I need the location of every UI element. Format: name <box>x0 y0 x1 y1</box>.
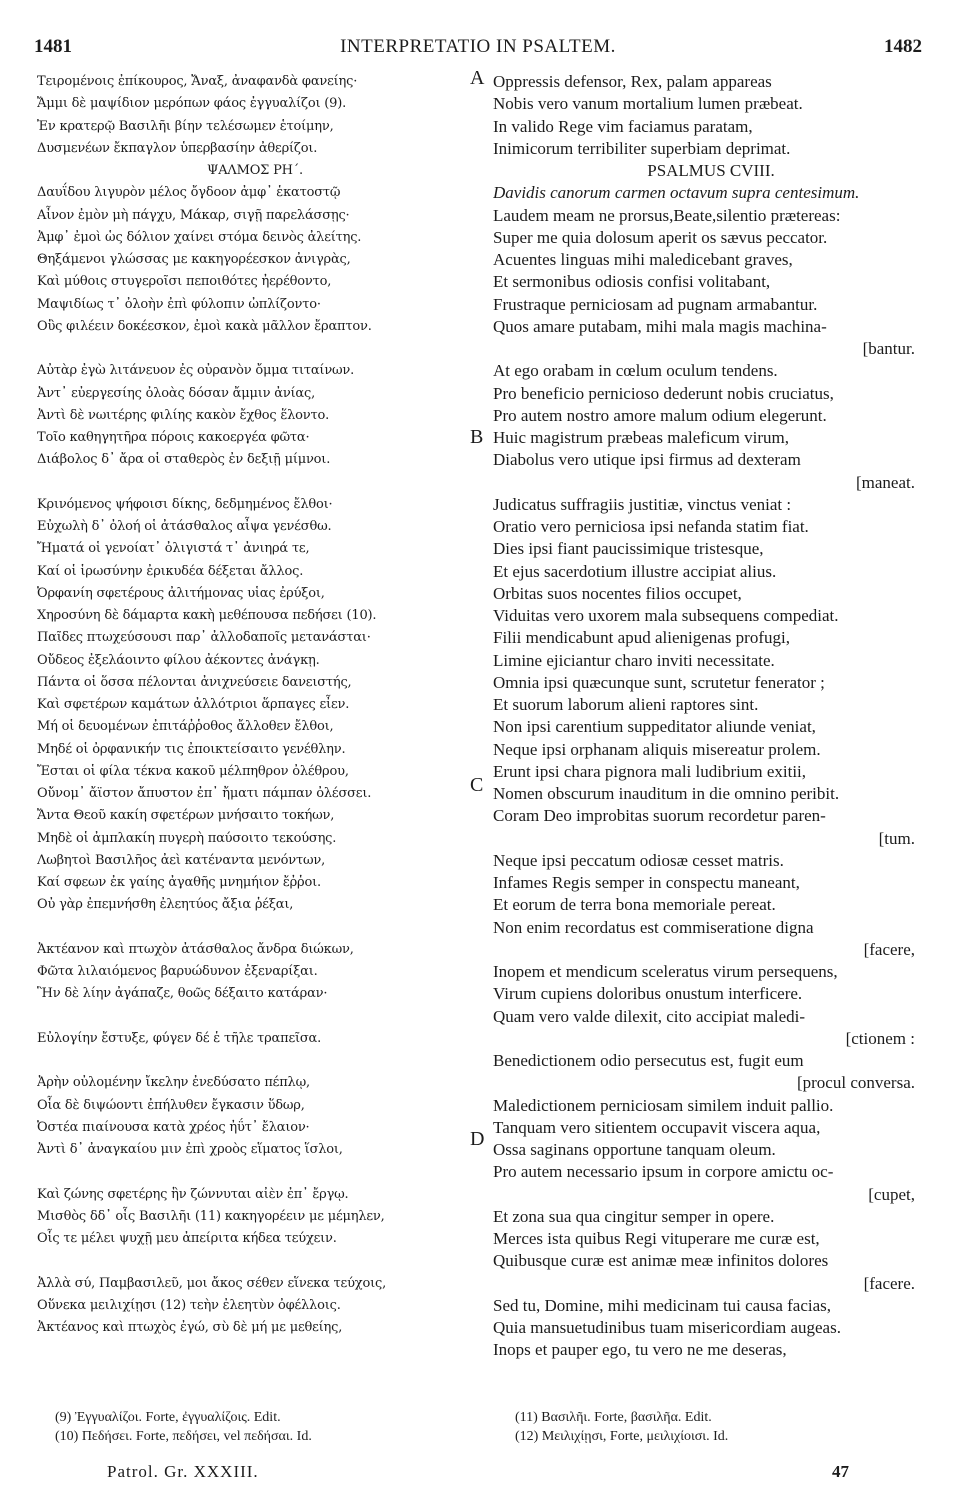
greek-verse-line: Μηδὲ οἱ ἀμπλακίη πυγερὴ παύσοιτο τεκούσης. <box>37 830 337 846</box>
greek-verse-line: Δαυΐδου λιγυρὸν μέλος ὄγδοον ἀμφ᾽ ἑκατοστῷ <box>37 185 341 201</box>
greek-verse-line: Ἤματά οἱ γενοίατ᾽ ὀλιγιστά τ᾽ ἀνιηρά τε, <box>37 541 310 557</box>
greek-column <box>37 71 473 1339</box>
latin-verse-line: Dies ipsi fiant paucissimique tristesque, <box>493 539 764 559</box>
latin-verse-line: [facere, <box>863 939 915 959</box>
latin-verse-line: Limine ejiciantur charo inviti necessitate. <box>493 650 775 670</box>
latin-verse-line: Non enim recordatus est commiseratione digna <box>493 917 814 937</box>
latin-verse-line: Filii mendicabunt apud alienigenas profugi, <box>493 628 790 648</box>
latin-verse-line: [tum. <box>878 828 915 848</box>
greek-verse-line: Μή οἱ δευομένων ἐπιτάῤῥοθος ἄλλοθεν ἔλθοι, <box>37 719 334 735</box>
latin-verse-line: Et ejus sacerdotium illustre accipiat alius. <box>493 561 777 581</box>
margin-marker-b: B <box>470 426 484 448</box>
latin-verse-line: Quia mansuetudinibus tuam misericordiam augeas. <box>493 1318 841 1337</box>
greek-verse-line: Τοῖο καθηγητῆρα πόροις κακοεργέα φῶτα· <box>37 430 310 445</box>
greek-verse-line: Ἀλλὰ σύ, Παμβασιλεῦ, μοι ἄκος σέθεν εἵνεκα τεύχοις, <box>37 1275 386 1291</box>
greek-verse-line: Καὶ σφετέρων καμάτων ἀλλότριοι ἅρπαγες εἶεν. <box>37 697 350 712</box>
greek-verse-line: Οὔνομ᾽ ἄϊστον ἄπυστον ἐπ᾽ ἤματι πάμπαν ὀλέσσει. <box>37 786 372 801</box>
latin-verse-line: Nobis vero vanum mortalium lumen præbeat. <box>493 94 803 114</box>
greek-verse-line: Ἄμμι δὲ μαψίδιον μερόπων φάος ἐγγυαλίζοι (9). <box>37 96 347 112</box>
greek-verse-line: Ἀρὴν οὐλομένην ἴκελην ἐνεδύσατο πέπλῳ, <box>37 1075 310 1091</box>
latin-verse-line: Pro autem necessario ipsum in corpore amictu oc- <box>493 1162 834 1182</box>
greek-verse-line: Οἷα δὲ διψώοντι ἐπήλυθεν ἔγκασιν ὕδωρ, <box>37 1097 305 1113</box>
latin-verse-line: Maledictionem perniciosam similem induit pallio. <box>493 1095 834 1115</box>
latin-verse-line: Pro autem nostro amore malum odium elegerunt. <box>493 405 827 425</box>
greek-verse-line: Ὀστέα πιαίνουσα κατὰ χρέος ἠΰτ᾽ ἔλαιον· <box>37 1119 310 1135</box>
greek-verse-line: Παῖδες πτωχεύσουσι παρ᾽ ἀλλοδαποῖς μετανάσται· <box>37 630 371 646</box>
greek-verse-line: Φῶτα λιλαιόμενος βαρυώδυνον ἐξεναρίξαι. <box>37 964 318 979</box>
latin-verse-line: Merces ista quibus Regi vituperare me curæ est, <box>493 1229 820 1248</box>
latin-verse-line: Orbitas suos nocentes filios occupet, <box>493 583 742 603</box>
latin-verse-line: Nomen obscurum inauditum in die omnino peribit. <box>493 784 840 803</box>
latin-verse-line: Virum cupiens doloribus onustum interficere. <box>493 984 803 1004</box>
latin-verse-line: Et eorum de terra bona memoriale pereat. <box>493 895 776 915</box>
latin-verse-line: In valido Rege vim faciamus paratam, <box>493 116 753 136</box>
latin-verse-line: Huic magistrum præbeas maleficum virum, <box>493 428 790 447</box>
latin-verse-line: Frustraque perniciosam ad pugnam armabantur. <box>493 294 818 314</box>
footnotes-right <box>515 1408 728 1446</box>
latin-verse-line: Non ipsi carentium suppeditator aliunde veniat, <box>493 717 816 737</box>
footnote: (9) Ἐγγυαλίζοι. Forte, ἐγγυαλίζοις. Edit. <box>55 1410 281 1425</box>
latin-verse-line: Tanquam vero sitientem occupavit viscera aqua, <box>493 1117 821 1137</box>
latin-verse-line: Inimicorum terribiliter superbiam deprimat. <box>493 138 791 158</box>
greek-verse-line: Τειρομένοις ἐπίκουρος, Ἄναξ, ἀναφανδὰ φανείης· <box>37 74 358 89</box>
greek-verse-line: Ἔσται οἱ φίλα τέκνα κακοῦ μέλπηθρον ὀλέθρου, <box>37 763 349 779</box>
latin-verse-line: PSALMUS CVIII. <box>647 161 775 180</box>
latin-verse-line: Acuentes linguas mihi maledicebant graves, <box>493 250 793 269</box>
page-number-right: 1482 <box>884 36 922 57</box>
latin-verse-line: Neque ipsi peccatum odiosæ cesset matris. <box>493 850 784 870</box>
latin-verse-line: Benedictionem odio persecutus est, fugit eum <box>493 1051 804 1070</box>
greek-verse-line: Εὐχωλὴ δ᾽ ὀλοή οἱ ἀτάσθαλος αἶψα γενέσθω. <box>37 519 332 534</box>
greek-verse-line: Καί σφεων ἐκ γαίης ἀγαθῆς μνημήιον ἔῤῥοι. <box>37 875 321 890</box>
latin-verse-line: Oppressis defensor, Rex, palam appareas <box>493 72 772 91</box>
latin-verse-line: [facere. <box>863 1273 915 1293</box>
latin-verse-line: Neque ipsi orphanam aliquis misereatur prolem. <box>493 739 821 759</box>
greek-verse-line: Χηροσύνη δὲ δάμαρτα κακὴ μεθέπουσα πεδήσει (10). <box>37 608 377 623</box>
footer-signature: 47 <box>832 1462 849 1481</box>
blank-line <box>37 472 473 494</box>
latin-verse-line: Quos amare putabam, mihi mala magis machina- <box>493 316 827 336</box>
greek-verse-line: Αἶνον ἐμὸν μὴ πάγχυ, Μάκαρ, σιγῇ παρελάσσῃς· <box>37 207 350 223</box>
latin-verse-line: [bantur. <box>862 339 915 358</box>
greek-verse-line: Διάβολος δ᾽ ἄρα οἱ σταθερὸς ἐν δεξιῇ μίμνοι. <box>37 452 331 468</box>
latin-verse-line: Infames Regis semper in conspectu maneant, <box>493 873 800 892</box>
greek-verse-line: Μηδέ οἱ ὀρφανικήν τις ἐποικτείσαιτο γενέθλην. <box>37 741 346 757</box>
running-header <box>34 36 922 62</box>
greek-verse-line: Οὐ γὰρ ἐπεμνήσθη ἐλεητύος ἄξια ῥέξαι, <box>37 897 294 913</box>
greek-verse-line: Ἣν δὲ λίην ἀγάπαζε, θοῶς δέξαιτο κατάραν· <box>37 986 328 1002</box>
margin-marker-c: C <box>470 774 484 796</box>
latin-verse-line: Davidis canorum carmen octavum supra centesimum. <box>493 183 860 203</box>
latin-verse-line: Super me quia dolosum aperit os sævus peccator. <box>493 227 828 247</box>
blank-line <box>37 1250 473 1272</box>
footnote: (10) Πεδήσει. Forte, πεδήσει, vel πεδήσαι. Id. <box>55 1429 312 1444</box>
greek-verse-line: Μαψιδίως τ᾽ ὀλοὴν ἐπὶ φύλοπιν ὠπλίζοντο· <box>37 296 321 312</box>
greek-verse-line: Ἄντα Θεοῦ κακίη σφετέρων μνήσαιτο τοκήων, <box>37 808 335 824</box>
greek-verse-line: Ἀμφ᾽ ἐμοὶ ὡς δόλιον χαίνει στόμα δεινὸς ἀλείτης. <box>37 229 362 245</box>
latin-column <box>493 71 929 1362</box>
footnote: (12) Μειλιχίῃσι, Forte, μειλιχίοισι. Id. <box>515 1429 729 1444</box>
margin-marker-d: D <box>470 1128 485 1150</box>
greek-verse-line: Ἀκτέανον καὶ πτωχὸν ἀτάσθαλος ἄνδρα διώκων, <box>37 941 354 957</box>
greek-verse-line: ΨΑΛΜΟΣ ΡΗ΄. <box>207 163 303 178</box>
latin-verse-line: Inopem et mendicum sceleratus virum persequens, <box>493 962 838 981</box>
greek-verse-line: Δυσμενέων ἔκπαγλον ὑπερβασίην ἀθερίζοι. <box>37 140 318 156</box>
greek-verse-line: Ἀντὶ δὲ νωιτέρης φιλίης κακὸν ἔχθος ἕλοντο. <box>37 407 330 423</box>
greek-verse-line: Μισθὸς δδ᾽ οἷς Βασιλῆι (11) κακηγορέειν με μέμηλεν, <box>37 1208 385 1224</box>
greek-verse-line: Ἀντ᾽ εὐεργεσίης ὀλοὰς δόσαν ἄμμιν ἀνίας, <box>37 385 316 401</box>
blank-line <box>37 1161 473 1183</box>
page-title: INTERPRETATIO IN PSALTEM. <box>340 36 616 57</box>
greek-verse-line: Οὓς φιλέειν δοκέεσκον, ἐμοὶ κακὰ μᾶλλον ἔραπτον. <box>37 318 372 334</box>
greek-verse-line: Εὐλογίην ἔστυξε, φύγεν δέ ἑ τῆλε τραπεῖσα. <box>37 1030 322 1046</box>
greek-verse-line: Πάντα οἱ ὅσσα πέλονται ἀνιχνεύσειε δανειστής, <box>37 674 352 690</box>
latin-verse-line: [cupet, <box>868 1184 915 1204</box>
greek-verse-line: Οὕνεκα μειλιχίῃσι (12) τεὴν ἐλεητὺν ὀφέλλοις. <box>37 1297 341 1313</box>
latin-verse-line: Pro beneficio pernicioso dederunt nobis cruciatus, <box>493 383 834 403</box>
greek-verse-line: Ὀρφανίη σφετέρους ἀλιτήμονας υἱας ἐρύξοι, <box>37 585 325 601</box>
latin-verse-line: Ossa saginans opportune tanquam oleum. <box>493 1140 776 1159</box>
greek-verse-line: Ἀκτέανος καὶ πτωχὸς ἐγώ, σὺ δὲ μή με μεθείης, <box>37 1320 343 1335</box>
latin-verse-line: Diabolus vero utique ipsi firmus ad dexteram <box>493 450 801 470</box>
latin-verse-line: Laudem meam ne prorsus,Beate,silentio prætereas: <box>493 205 841 225</box>
latin-verse-line: Quibusque curæ est animæ meæ infinitos dolores <box>493 1251 829 1271</box>
latin-verse-line: Omnia ipsi quæcunque sunt, scrutetur fenerator ; <box>493 672 825 692</box>
greek-verse-line: Ἐν κρατερῷ Βασιλῆι βίην τελέσωμεν ἑτοίμην, <box>37 118 334 134</box>
footnote: (11) Βασιλῆι. Forte, βασιλῆα. Edit. <box>515 1410 712 1425</box>
latin-verse-line: Viduitas vero uxorem mala subsequens compediat. <box>493 606 839 625</box>
latin-verse-line: Erunt ipsi chara pignora mali ludibrium exitii, <box>493 761 807 781</box>
latin-verse-line: Oratio vero perniciosa ipsi nefanda statim fiat. <box>493 517 809 536</box>
latin-verse-line: [ctionem : <box>845 1028 915 1048</box>
latin-verse-line: Sed tu, Domine, mihi medicinam tui causa facias, <box>493 1295 832 1315</box>
greek-verse-line: Κρινόμενος ψήφοισι δίκης, δεδμημένος ἔλθοι· <box>37 496 333 512</box>
blank-line <box>37 917 473 939</box>
greek-verse-line: Καὶ μύθοις στυγεροῖσι πεποιθότες ἠερέθοντο, <box>37 274 332 290</box>
greek-verse-line: Καί οἱ ἱρωσύνην ἐρικυδέα δέξεται ἄλλος. <box>37 563 304 579</box>
greek-verse-line: Οὔδεος ἐξελάοιντο φίλου ἀέκοντες ἀνάγκῃ. <box>37 652 320 668</box>
latin-verse-line: Judicatus suffragiis justitiæ, vinctus veniat : <box>493 494 792 514</box>
greek-verse-line: Οἷς τε μέλει ψυχῇ μευ ἀπείριτα κήδεα τεύχειν. <box>37 1231 337 1246</box>
latin-verse-line: [procul conversa. <box>796 1073 915 1093</box>
footer-volume: Patrol. Gr. XXXIII. <box>107 1462 259 1481</box>
greek-verse-line: Αὐτὰρ ἐγὼ λιτάνευον ἐς οὐρανὸν ὄμμα τιταίνων. <box>37 363 355 379</box>
greek-verse-line: Καὶ ζώνης σφετέρης ἣν ζώννυται αἰὲν ἐπ᾽ ἔργῳ. <box>37 1186 349 1202</box>
latin-verse-line: Et zona sua qua cingitur semper in opere. <box>493 1206 775 1226</box>
margin-marker-a: A <box>470 67 485 89</box>
blank-line <box>37 338 473 360</box>
latin-verse-line: Quam vero valde dilexit, cito accipiat maledi- <box>493 1006 806 1026</box>
latin-verse-line: Et sermonibus odiosis confisi volitabant, <box>493 272 771 292</box>
greek-verse-line: Ἀντὶ δ᾽ ἀναγκαίου μιν ἐπὶ χροὸς εἵματος ἵσλοι, <box>37 1142 343 1157</box>
footnotes-left <box>55 1408 312 1446</box>
greek-verse-line: Θηξάμενοι γλώσσας με κακηγορέεσκον ἀνιγρὰς, <box>37 252 351 267</box>
greek-verse-line: Λωβητοὶ Βασιλῆος ἀεὶ κατέναντα μενόντων, <box>37 852 326 868</box>
latin-verse-line: Coram Deo improbitas suorum recordetur paren- <box>493 806 826 826</box>
latin-verse-line: At ego orabam in cœlum oculum tendens. <box>493 361 778 381</box>
latin-verse-line: Inops et pauper ego, tu vero ne me deseras, <box>493 1340 787 1360</box>
blank-line <box>37 1006 473 1028</box>
latin-verse-line: [maneat. <box>856 472 915 492</box>
latin-verse-line: Et suorum laborum alieni raptores sint. <box>493 695 759 714</box>
blank-line <box>37 1050 473 1072</box>
page-number-left: 1481 <box>34 36 72 57</box>
